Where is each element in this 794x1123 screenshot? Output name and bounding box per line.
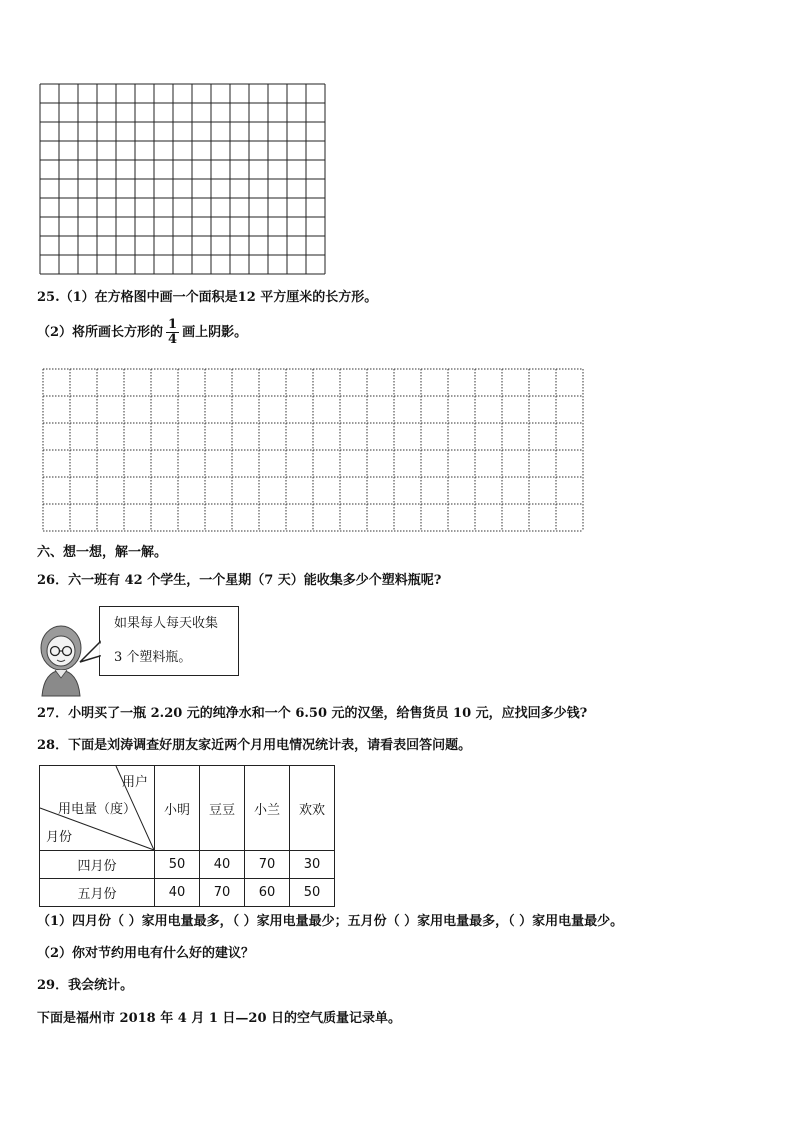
table-cell: 50 (290, 879, 335, 907)
table-corner-cell (40, 766, 155, 851)
table-cell: 60 (245, 879, 290, 907)
q29-title: 29．我会统计。 (37, 978, 134, 993)
column-header: 小兰 (245, 766, 290, 851)
table-row (40, 879, 335, 907)
electricity-table (39, 765, 335, 907)
row-label: 四月份 (40, 851, 155, 879)
q25-part2-suffix: 画上阴影。 (182, 325, 248, 340)
q28-sub2: （2）你对节约用电有什么好的建议？ (37, 946, 255, 961)
q29-text: 下面是福州市 2018 年 4 月 1 日—20 日的空气质量记录单。 (37, 1011, 402, 1026)
q25-number: 25. (37, 290, 60, 305)
corner-label-user: 用户 (121, 775, 148, 790)
row-label: 五月份 (40, 879, 155, 907)
speech-bubble-tail (80, 642, 110, 672)
corner-label-usage: 用电量（度） (58, 802, 137, 817)
table-cell: 40 (200, 851, 245, 879)
table-cell: 30 (290, 851, 335, 879)
table-cell: 70 (245, 851, 290, 879)
q28-text: 28．下面是刘涛调查好朋友家近两个月用电情况统计表，请看表回答问题。 (37, 738, 472, 753)
fraction-denominator: 4 (168, 332, 178, 347)
table-cell: 40 (155, 879, 200, 907)
table-cell: 70 (200, 879, 245, 907)
q27-text: 27．小明买了一瓶 2.20 元的纯净水和一个 6.50 元的汉堡，给售货员 10 元，应找回多少钱? (37, 706, 588, 721)
column-header: 欢欢 (290, 766, 335, 851)
speech-bubble (99, 606, 239, 676)
table-cell: 50 (155, 851, 200, 879)
column-header: 豆豆 (200, 766, 245, 851)
section-six-title: 六、想一想，解一解。 (37, 545, 168, 560)
q25-part2-prefix: （2）将所画长方形的 (37, 325, 164, 340)
column-header: 小明 (155, 766, 200, 851)
q25-part1-text: （1）在方格图中画一个面积是12 平方厘米的长方形。 (59, 290, 378, 305)
fraction-numerator: 1 (168, 317, 178, 332)
q26-text: 26．六一班有 42 个学生，一个星期（7 天）能收集多少个塑料瓶呢? (37, 573, 442, 588)
table-row (40, 851, 335, 879)
bubble-line-2: 3 个塑料瓶。 (114, 650, 192, 665)
table-header-row (40, 766, 335, 851)
q28-sub1: （1）四月份（ ）家用电量最多，（ ）家用电量最少；五月份（ ）家用电量最多，（ ）家用电量最少。 (37, 914, 624, 929)
bubble-line-1: 如果每人每天收集 (114, 616, 219, 631)
corner-label-month: 月份 (46, 830, 73, 845)
